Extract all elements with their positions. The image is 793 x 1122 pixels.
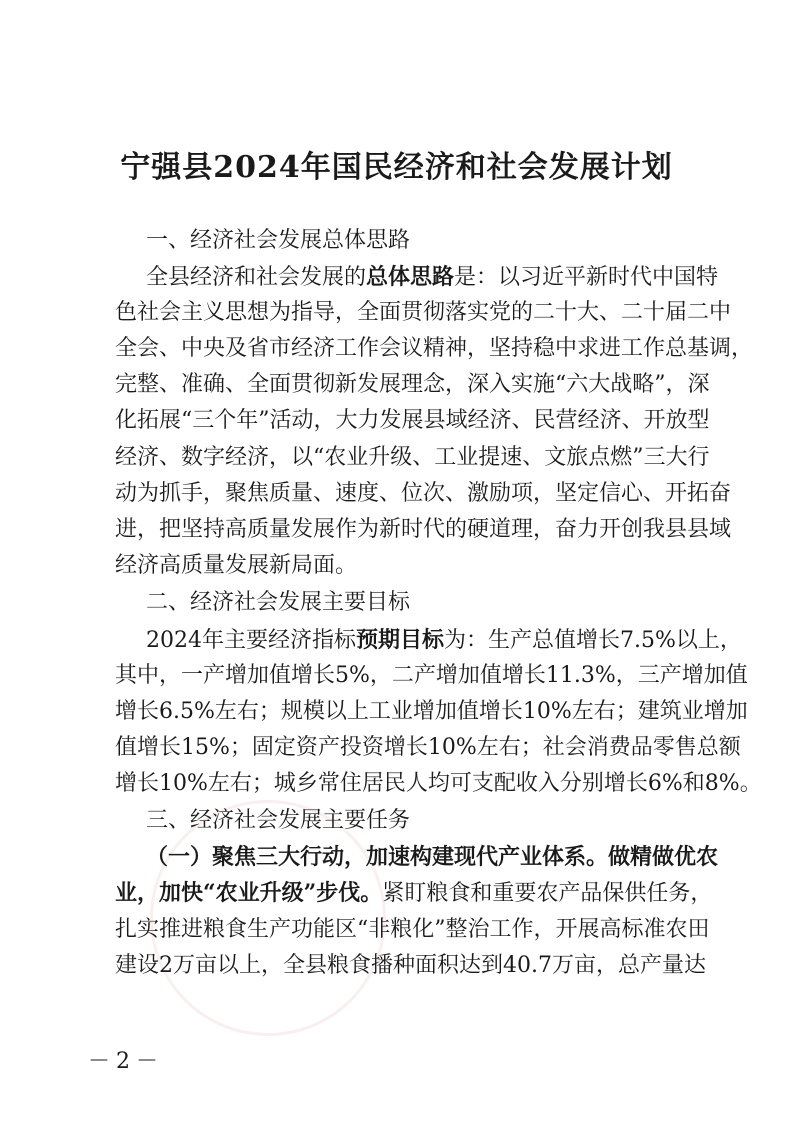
p2-line2: 其中，一产增加值增长5%，二产增加值增长11.3%，三产增加值: [115, 663, 748, 688]
p1-line5: 化拓展“三个年”活动，大力发展县域经济、民营经济、开放型: [115, 408, 710, 433]
emphasis-text: 总体思路: [366, 264, 455, 290]
p2-line5: 增长10%左右；城乡常住居民人均可支配收入分别增长6%和8%。: [115, 771, 762, 796]
section2-heading: 二、经济社会发展主要目标: [146, 590, 411, 615]
p1-line9: 经济高质量发展新局面。: [115, 553, 358, 578]
p3-line2: 业，加快“农业升级”步伐。紧盯粮食和重要农产品保供任务，: [115, 880, 713, 906]
p3-line3: 扎实推进粮食生产功能区“非粮化”整治工作，开展高标准农田: [115, 917, 710, 942]
emphasis-text: 预期目标: [356, 627, 445, 653]
p2-line3: 增长6.5%左右；规模以上工业增加值增长10%左右；建筑业增加: [115, 699, 748, 724]
emphasis-text: 业，加快“农业升级”步伐。: [115, 880, 383, 906]
page-number: －2－: [88, 1049, 164, 1074]
p2-line1: 2024年主要经济指标预期目标为：生产总值增长7.5%以上，: [146, 627, 742, 653]
p1-line7: 动为抓手，聚焦质量、速度、位次、激励项，坚定信心、开拓奋: [115, 481, 732, 506]
p1-line6: 经济、数字经济，以“农业升级、工业提速、文旅点燃”三大行: [115, 445, 710, 470]
section3-heading: 三、经济社会发展主要任务: [146, 808, 411, 833]
p1-line3: 全会、中央及省市经济工作会议精神，坚持稳中求进工作总基调，: [115, 336, 754, 361]
document-title: 宁强县2024年国民经济和社会发展计划: [120, 150, 673, 185]
p1-line1: 全县经济和社会发展的总体思路是：以习近平新时代中国特: [146, 264, 719, 290]
subsection1-heading: （一）聚焦三大行动，加速构建现代产业体系。做精做优农: [146, 844, 719, 870]
p1-line8: 进，把坚持高质量发展作为新时代的硬道理，奋力开创我县县域: [115, 517, 732, 542]
section1-heading: 一、经济社会发展总体思路: [146, 228, 411, 253]
p3-line4: 建设2万亩以上，全县粮食播种面积达到40.7万亩，总产量达: [115, 953, 706, 978]
p2-line4: 值增长15%；固定资产投资增长10%左右；社会消费品零售总额: [115, 735, 741, 760]
p1-line2: 色社会主义思想为指导，全面贯彻落实党的二十大、二十届二中: [115, 300, 732, 325]
p1-line4: 完整、准确、全面贯彻新发展理念，深入实施“六大战略”，深: [115, 372, 710, 397]
